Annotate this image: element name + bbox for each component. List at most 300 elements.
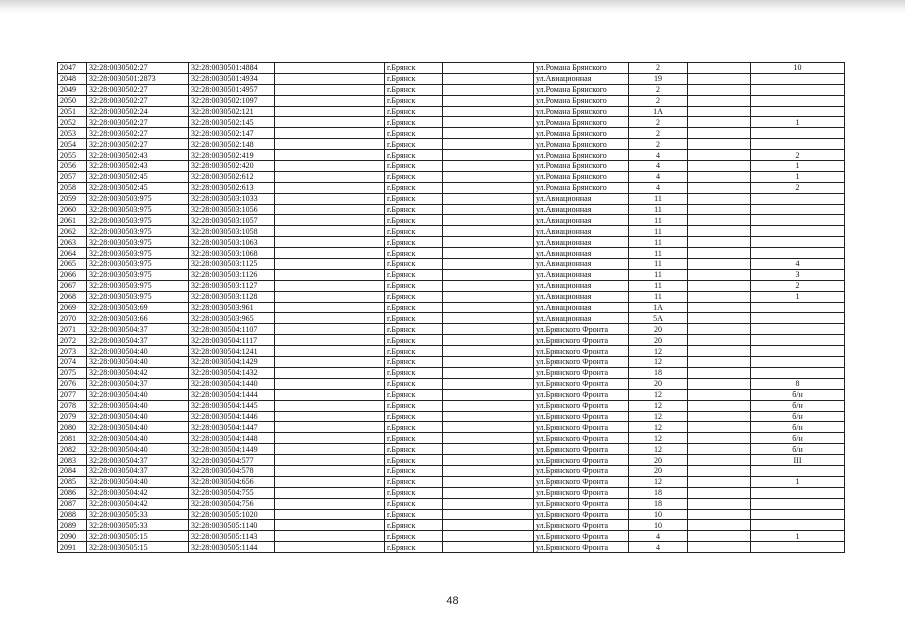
object-cadastral-number-cell: 32:28:0030504:1446 [189,411,275,422]
house-number-cell: 2 [629,139,688,150]
unit-number-cell: 10 [751,63,845,74]
city-cell: г.Брянск [385,422,443,433]
city-cell: г.Брянск [385,357,443,368]
blank-cell-b [443,95,534,106]
city-cell: г.Брянск [385,389,443,400]
table-row [58,520,845,531]
land-cadastral-number-cell: 32:28:0030504:37 [87,324,189,335]
street-cell: ул.Романа Брянского [534,171,629,182]
house-number-cell: 2 [629,95,688,106]
city-cell: г.Брянск [385,411,443,422]
street-cell: ул.Брянского Фронта [534,542,629,553]
table-row [58,498,845,509]
table-row [58,106,845,117]
blank-cell-c [688,63,751,74]
city-cell: г.Брянск [385,95,443,106]
row-number-cell: 2080 [58,422,87,433]
street-cell: ул.Брянского Фронта [534,324,629,335]
house-number-cell: 12 [629,444,688,455]
object-cadastral-number-cell: 32:28:0030503:1128 [189,291,275,302]
table-row [58,542,845,553]
blank-cell-b [443,139,534,150]
blank-cell-a [275,487,385,498]
blank-cell-b [443,509,534,520]
house-number-cell: 11 [629,291,688,302]
blank-cell-c [688,433,751,444]
unit-number-cell [751,95,845,106]
row-number-cell: 2078 [58,400,87,411]
city-cell: г.Брянск [385,487,443,498]
street-cell: ул.Брянского Фронта [534,389,629,400]
table-row [58,509,845,520]
street-cell: ул.Брянского Фронта [534,378,629,389]
register-table [57,62,845,553]
city-cell: г.Брянск [385,302,443,313]
city-cell: г.Брянск [385,509,443,520]
blank-cell-b [443,63,534,74]
street-cell: ул.Брянского Фронта [534,455,629,466]
blank-cell-a [275,73,385,84]
house-number-cell: 12 [629,346,688,357]
unit-number-cell [751,302,845,313]
house-number-cell: 2 [629,117,688,128]
blank-cell-b [443,106,534,117]
blank-cell-a [275,313,385,324]
object-cadastral-number-cell: 32:28:0030502:419 [189,150,275,161]
row-number-cell: 2077 [58,389,87,400]
blank-cell-b [443,455,534,466]
object-cadastral-number-cell: 32:28:0030504:1432 [189,367,275,378]
table-row [58,313,845,324]
blank-cell-c [688,84,751,95]
house-number-cell: 5А [629,313,688,324]
land-cadastral-number-cell: 32:28:0030503:975 [87,215,189,226]
street-cell: ул.Брянского Фронта [534,498,629,509]
object-cadastral-number-cell: 32:28:0030502:121 [189,106,275,117]
land-cadastral-number-cell: 32:28:0030505:33 [87,520,189,531]
table-row [58,139,845,150]
blank-cell-c [688,444,751,455]
register-table-body [58,63,845,553]
unit-number-cell [751,106,845,117]
blank-cell-c [688,280,751,291]
unit-number-cell [751,215,845,226]
blank-cell-a [275,411,385,422]
land-cadastral-number-cell: 32:28:0030502:27 [87,63,189,74]
row-number-cell: 2071 [58,324,87,335]
street-cell: ул.Авиационная [534,193,629,204]
object-cadastral-number-cell: 32:28:0030504:1440 [189,378,275,389]
object-cadastral-number-cell: 32:28:0030502:1097 [189,95,275,106]
row-number-cell: 2066 [58,269,87,280]
land-cadastral-number-cell: 32:28:0030504:40 [87,422,189,433]
blank-cell-c [688,73,751,84]
object-cadastral-number-cell: 32:28:0030503:1058 [189,226,275,237]
table-row [58,193,845,204]
house-number-cell: 2 [629,128,688,139]
blank-cell-c [688,455,751,466]
object-cadastral-number-cell: 32:28:0030502:612 [189,171,275,182]
street-cell: ул.Брянского Фронта [534,335,629,346]
blank-cell-a [275,84,385,95]
house-number-cell: 11 [629,259,688,270]
unit-number-cell [751,324,845,335]
scan-top-edge [0,0,905,14]
land-cadastral-number-cell: 32:28:0030502:45 [87,182,189,193]
row-number-cell: 2073 [58,346,87,357]
table-row [58,150,845,161]
house-number-cell: 20 [629,455,688,466]
blank-cell-c [688,422,751,433]
unit-number-cell [751,520,845,531]
table-row [58,422,845,433]
street-cell: ул.Романа Брянского [534,95,629,106]
blank-cell-c [688,520,751,531]
blank-cell-b [443,400,534,411]
house-number-cell: 1А [629,106,688,117]
blank-cell-b [443,171,534,182]
land-cadastral-number-cell: 32:28:0030504:40 [87,476,189,487]
blank-cell-c [688,259,751,270]
land-cadastral-number-cell: 32:28:0030504:40 [87,433,189,444]
blank-cell-b [443,269,534,280]
blank-cell-b [443,226,534,237]
land-cadastral-number-cell: 32:28:0030503:975 [87,269,189,280]
table-row [58,324,845,335]
blank-cell-a [275,378,385,389]
row-number-cell: 2086 [58,487,87,498]
blank-cell-b [443,444,534,455]
land-cadastral-number-cell: 32:28:0030503:975 [87,193,189,204]
city-cell: г.Брянск [385,476,443,487]
land-cadastral-number-cell: 32:28:0030505:15 [87,542,189,553]
blank-cell-c [688,193,751,204]
table-row [58,455,845,466]
blank-cell-c [688,128,751,139]
blank-cell-a [275,520,385,531]
blank-cell-b [443,248,534,259]
object-cadastral-number-cell: 32:28:0030504:1444 [189,389,275,400]
row-number-cell: 2069 [58,302,87,313]
unit-number-cell: III [751,455,845,466]
street-cell: ул.Романа Брянского [534,150,629,161]
house-number-cell: 12 [629,411,688,422]
house-number-cell: 11 [629,269,688,280]
object-cadastral-number-cell: 32:28:0030504:1107 [189,324,275,335]
street-cell: ул.Брянского Фронта [534,346,629,357]
street-cell: ул.Брянского Фронта [534,531,629,542]
city-cell: г.Брянск [385,63,443,74]
row-number-cell: 2091 [58,542,87,553]
object-cadastral-number-cell: 32:28:0030502:148 [189,139,275,150]
object-cadastral-number-cell: 32:28:0030503:1063 [189,237,275,248]
table-row [58,433,845,444]
row-number-cell: 2051 [58,106,87,117]
blank-cell-c [688,357,751,368]
unit-number-cell: б/н [751,433,845,444]
blank-cell-c [688,161,751,172]
table-row [58,73,845,84]
row-number-cell: 2064 [58,248,87,259]
land-cadastral-number-cell: 32:28:0030504:37 [87,335,189,346]
city-cell: г.Брянск [385,498,443,509]
blank-cell-a [275,95,385,106]
row-number-cell: 2054 [58,139,87,150]
unit-number-cell: 1 [751,171,845,182]
house-number-cell: 12 [629,433,688,444]
object-cadastral-number-cell: 32:28:0030504:755 [189,487,275,498]
object-cadastral-number-cell: 32:28:0030502:145 [189,117,275,128]
blank-cell-c [688,302,751,313]
row-number-cell: 2088 [58,509,87,520]
table-row [58,63,845,74]
street-cell: ул.Авиационная [534,313,629,324]
city-cell: г.Брянск [385,204,443,215]
house-number-cell: 4 [629,542,688,553]
unit-number-cell: б/н [751,400,845,411]
blank-cell-b [443,335,534,346]
city-cell: г.Брянск [385,280,443,291]
street-cell: ул.Авиационная [534,302,629,313]
house-number-cell: 4 [629,531,688,542]
land-cadastral-number-cell: 32:28:0030502:43 [87,161,189,172]
house-number-cell: 2 [629,63,688,74]
land-cadastral-number-cell: 32:28:0030503:975 [87,237,189,248]
house-number-cell: 12 [629,389,688,400]
city-cell: г.Брянск [385,455,443,466]
blank-cell-b [443,291,534,302]
city-cell: г.Брянск [385,313,443,324]
unit-number-cell [751,73,845,84]
object-cadastral-number-cell: 32:28:0030504:1241 [189,346,275,357]
unit-number-cell [751,226,845,237]
city-cell: г.Брянск [385,73,443,84]
street-cell: ул.Брянского Фронта [534,476,629,487]
street-cell: ул.Авиационная [534,237,629,248]
row-number-cell: 2063 [58,237,87,248]
table-row [58,291,845,302]
blank-cell-c [688,498,751,509]
land-cadastral-number-cell: 32:28:0030504:40 [87,400,189,411]
city-cell: г.Брянск [385,367,443,378]
blank-cell-a [275,335,385,346]
object-cadastral-number-cell: 32:28:0030504:756 [189,498,275,509]
city-cell: г.Брянск [385,150,443,161]
blank-cell-c [688,509,751,520]
row-number-cell: 2056 [58,161,87,172]
unit-number-cell: 1 [751,291,845,302]
land-cadastral-number-cell: 32:28:0030504:42 [87,367,189,378]
street-cell: ул.Романа Брянского [534,84,629,95]
blank-cell-b [443,531,534,542]
house-number-cell: 12 [629,422,688,433]
blank-cell-c [688,291,751,302]
land-cadastral-number-cell: 32:28:0030502:27 [87,84,189,95]
street-cell: ул.Романа Брянского [534,63,629,74]
house-number-cell: 20 [629,465,688,476]
unit-number-cell: 2 [751,150,845,161]
unit-number-cell [751,346,845,357]
row-number-cell: 2058 [58,182,87,193]
blank-cell-c [688,476,751,487]
street-cell: ул.Авиационная [534,204,629,215]
unit-number-cell [751,139,845,150]
blank-cell-a [275,182,385,193]
row-number-cell: 2055 [58,150,87,161]
blank-cell-b [443,204,534,215]
blank-cell-b [443,346,534,357]
row-number-cell: 2087 [58,498,87,509]
unit-number-cell: б/н [751,389,845,400]
object-cadastral-number-cell: 32:28:0030504:1445 [189,400,275,411]
object-cadastral-number-cell: 32:28:0030504:577 [189,455,275,466]
city-cell: г.Брянск [385,117,443,128]
house-number-cell: 2 [629,84,688,95]
table-row [58,269,845,280]
table-row [58,367,845,378]
blank-cell-b [443,150,534,161]
blank-cell-c [688,171,751,182]
city-cell: г.Брянск [385,139,443,150]
blank-cell-b [443,433,534,444]
blank-cell-b [443,182,534,193]
blank-cell-b [443,542,534,553]
house-number-cell: 4 [629,161,688,172]
street-cell: ул.Брянского Фронта [534,400,629,411]
blank-cell-b [443,237,534,248]
blank-cell-a [275,248,385,259]
row-number-cell: 2090 [58,531,87,542]
table-row [58,335,845,346]
table-row [58,161,845,172]
row-number-cell: 2061 [58,215,87,226]
city-cell: г.Брянск [385,335,443,346]
row-number-cell: 2084 [58,465,87,476]
land-cadastral-number-cell: 32:28:0030504:42 [87,498,189,509]
row-number-cell: 2062 [58,226,87,237]
blank-cell-a [275,465,385,476]
object-cadastral-number-cell: 32:28:0030503:1125 [189,259,275,270]
city-cell: г.Брянск [385,226,443,237]
street-cell: ул.Авиационная [534,226,629,237]
blank-cell-a [275,444,385,455]
house-number-cell: 11 [629,204,688,215]
object-cadastral-number-cell: 32:28:0030504:1429 [189,357,275,368]
city-cell: г.Брянск [385,378,443,389]
street-cell: ул.Авиационная [534,215,629,226]
street-cell: ул.Брянского Фронта [534,509,629,520]
blank-cell-c [688,95,751,106]
house-number-cell: 18 [629,367,688,378]
city-cell: г.Брянск [385,520,443,531]
blank-cell-c [688,248,751,259]
row-number-cell: 2079 [58,411,87,422]
table-row [58,182,845,193]
blank-cell-a [275,117,385,128]
street-cell: ул.Брянского Фронта [534,465,629,476]
street-cell: ул.Брянского Фронта [534,357,629,368]
unit-number-cell: 8 [751,378,845,389]
object-cadastral-number-cell: 32:28:0030503:1056 [189,204,275,215]
table-row [58,84,845,95]
house-number-cell: 4 [629,182,688,193]
row-number-cell: 2089 [58,520,87,531]
unit-number-cell [751,465,845,476]
blank-cell-b [443,259,534,270]
blank-cell-a [275,63,385,74]
blank-cell-b [443,215,534,226]
table-row [58,226,845,237]
blank-cell-a [275,389,385,400]
blank-cell-a [275,357,385,368]
house-number-cell: 11 [629,248,688,259]
street-cell: ул.Брянского Фронта [534,487,629,498]
street-cell: ул.Брянского Фронта [534,433,629,444]
blank-cell-a [275,542,385,553]
city-cell: г.Брянск [385,542,443,553]
land-cadastral-number-cell: 32:28:0030502:24 [87,106,189,117]
house-number-cell: 11 [629,226,688,237]
street-cell: ул.Авиационная [534,291,629,302]
house-number-cell: 20 [629,324,688,335]
house-number-cell: 18 [629,498,688,509]
table-row [58,302,845,313]
land-cadastral-number-cell: 32:28:0030501:2873 [87,73,189,84]
object-cadastral-number-cell: 32:28:0030505:1144 [189,542,275,553]
blank-cell-c [688,150,751,161]
object-cadastral-number-cell: 32:28:0030504:1448 [189,433,275,444]
table-row [58,378,845,389]
street-cell: ул.Брянского Фронта [534,411,629,422]
table-row [58,476,845,487]
unit-number-cell [751,313,845,324]
object-cadastral-number-cell: 32:28:0030504:656 [189,476,275,487]
house-number-cell: 1А [629,302,688,313]
land-cadastral-number-cell: 32:28:0030504:40 [87,444,189,455]
land-cadastral-number-cell: 32:28:0030503:975 [87,259,189,270]
unit-number-cell: 1 [751,117,845,128]
table-row [58,259,845,270]
blank-cell-a [275,400,385,411]
blank-cell-b [443,498,534,509]
house-number-cell: 12 [629,400,688,411]
blank-cell-c [688,378,751,389]
table-row [58,411,845,422]
house-number-cell: 18 [629,487,688,498]
object-cadastral-number-cell: 32:28:0030504:578 [189,465,275,476]
blank-cell-a [275,509,385,520]
blank-cell-c [688,106,751,117]
register-table-wrapper [57,62,844,553]
city-cell: г.Брянск [385,444,443,455]
blank-cell-b [443,193,534,204]
blank-cell-a [275,291,385,302]
street-cell: ул.Романа Брянского [534,182,629,193]
blank-cell-a [275,226,385,237]
blank-cell-b [443,411,534,422]
land-cadastral-number-cell: 32:28:0030503:975 [87,248,189,259]
table-row [58,389,845,400]
street-cell: ул.Романа Брянского [534,161,629,172]
city-cell: г.Брянск [385,128,443,139]
land-cadastral-number-cell: 32:28:0030502:27 [87,128,189,139]
city-cell: г.Брянск [385,171,443,182]
blank-cell-c [688,367,751,378]
object-cadastral-number-cell: 32:28:0030505:1143 [189,531,275,542]
row-number-cell: 2083 [58,455,87,466]
object-cadastral-number-cell: 32:28:0030503:961 [189,302,275,313]
table-row [58,487,845,498]
